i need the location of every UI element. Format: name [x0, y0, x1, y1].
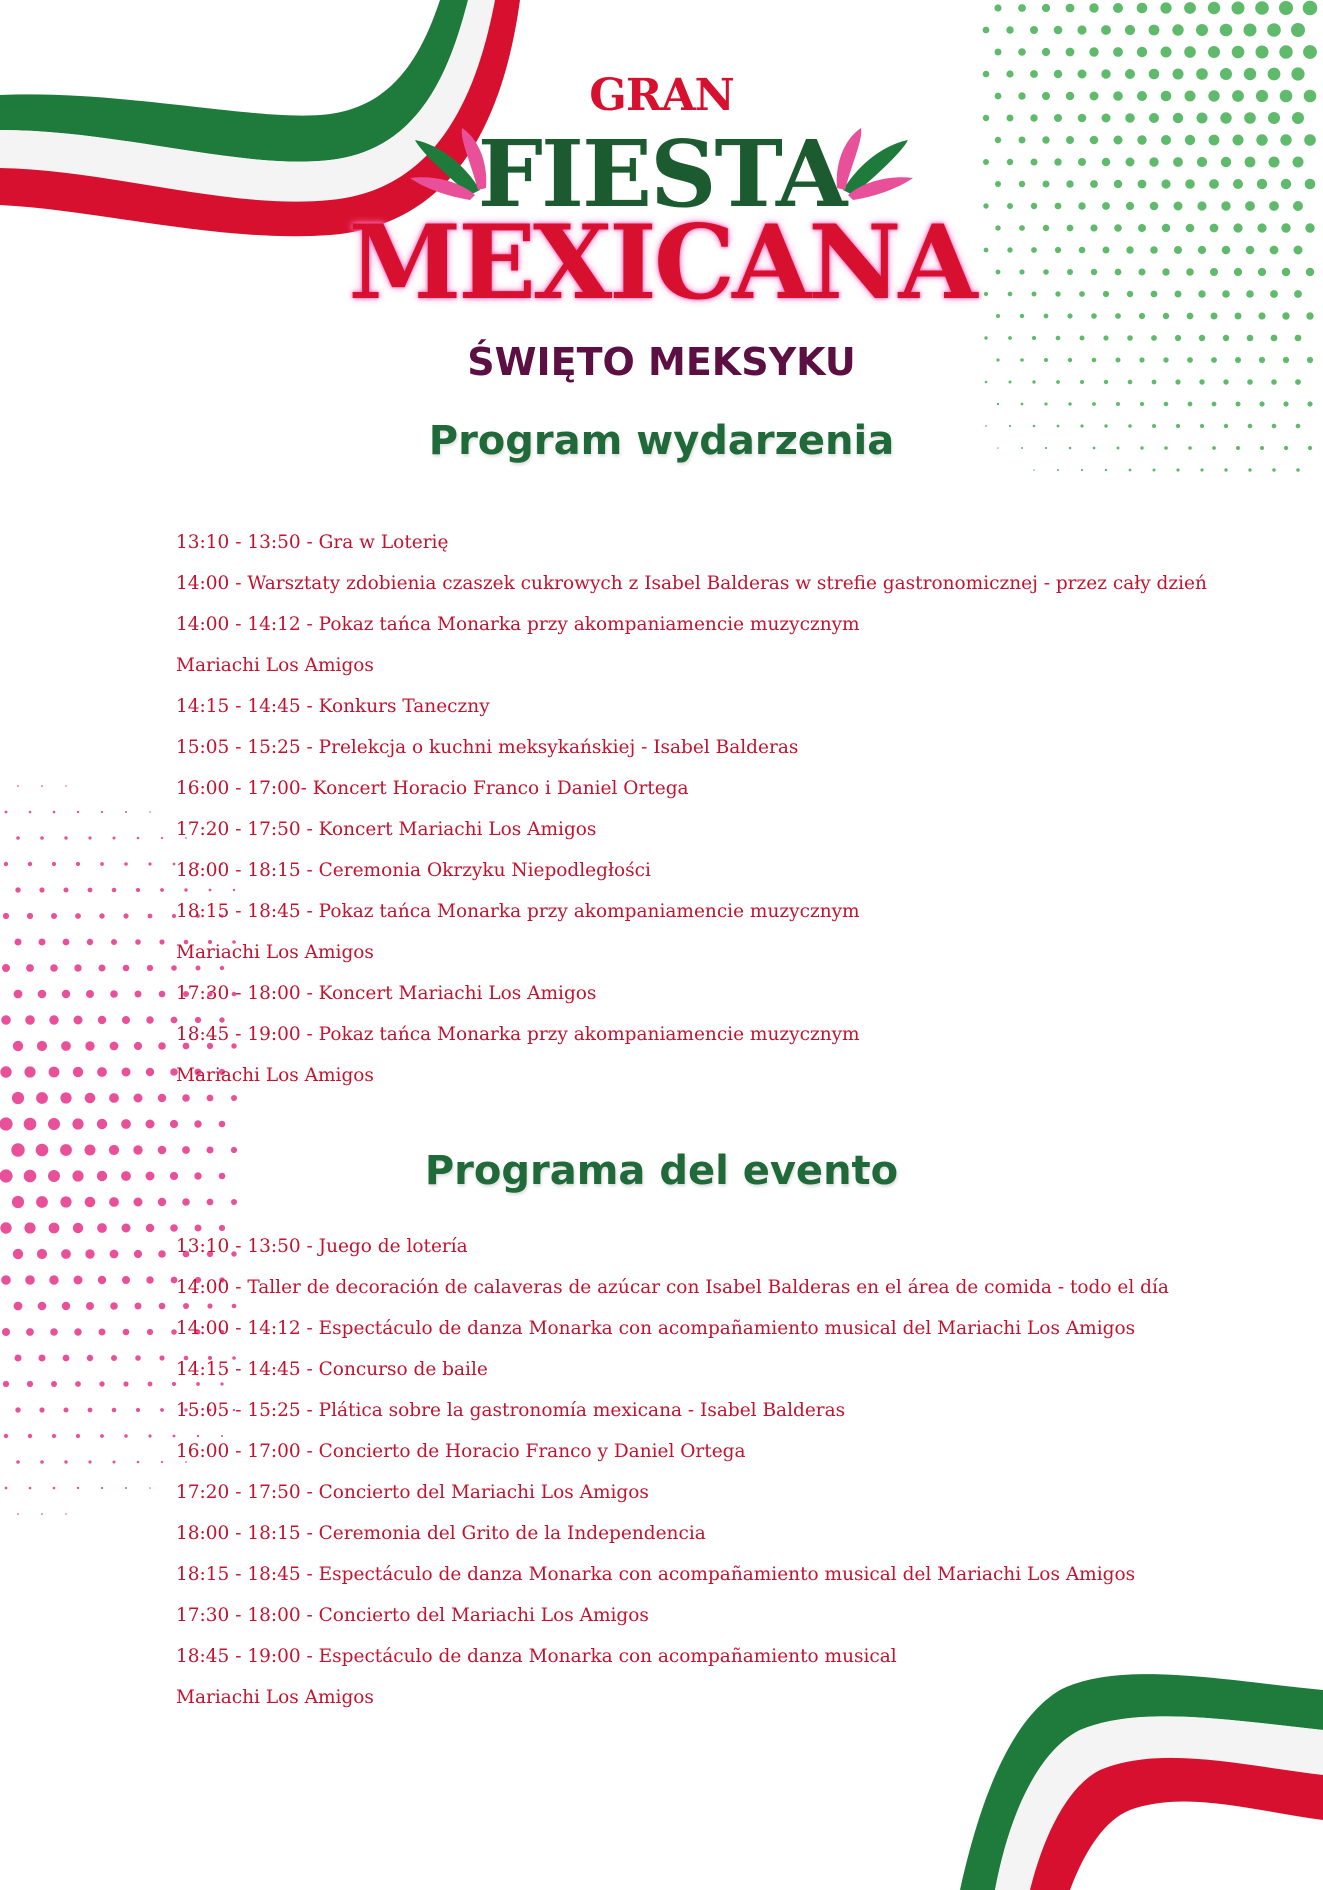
schedule-item: 17:30 - 18:00 - Koncert Mariachi Los Amigos: [176, 983, 597, 1004]
program-heading-pl: Program wydarzenia: [428, 418, 895, 464]
title-gran: GRAN: [589, 70, 734, 121]
schedule-list-pl: [176, 522, 1207, 1096]
schedule-item: 18:00 - 18:15 - Ceremonia del Grito de la Independencia: [176, 1523, 706, 1544]
schedule-item: 18:45 - 19:00 - Pokaz tańca Monarka przy akompaniamencie muzycznym: [176, 1024, 860, 1045]
schedule-item: 13:10 - 13:50 - Juego de lotería: [176, 1236, 468, 1257]
schedule-item: 18:00 - 18:15 - Ceremonia Okrzyku Niepodległości: [176, 860, 651, 881]
event-subtitle: ŚWIĘTO MEKSYKU: [467, 340, 856, 384]
schedule-item: Mariachi Los Amigos: [176, 1065, 374, 1086]
schedule-item: 17:30 - 18:00 - Concierto del Mariachi Los Amigos: [176, 1605, 649, 1626]
schedule-item: Mariachi Los Amigos: [176, 942, 374, 963]
schedule-item: Mariachi Los Amigos: [176, 1687, 374, 1708]
schedule-item: 17:20 - 17:50 - Concierto del Mariachi Los Amigos: [176, 1482, 649, 1503]
schedule-list-es: [176, 1226, 1169, 1718]
schedule-item: 18:15 - 18:45 - Pokaz tańca Monarka przy akompaniamencie muzycznym: [176, 901, 860, 922]
title-mexicana: MEXICANA: [348, 203, 975, 323]
schedule-item: 18:45 - 19:00 - Espectáculo de danza Monarka con acompañamiento musical: [176, 1646, 897, 1667]
schedule-item: 16:00 - 17:00- Koncert Horacio Franco i Daniel Ortega: [176, 778, 689, 799]
schedule-item: 14:00 - Warsztaty zdobienia czaszek cukrowych z Isabel Balderas w strefie gastronomicznej - przez cały dzień: [176, 573, 1207, 594]
schedule-item: Mariachi Los Amigos: [176, 655, 374, 676]
program-heading-es: Programa del evento: [424, 1148, 899, 1194]
schedule-item: 16:00 - 17:00 - Concierto de Horacio Franco y Daniel Ortega: [176, 1441, 746, 1462]
schedule-item: 17:20 - 17:50 - Koncert Mariachi Los Amigos: [176, 819, 597, 840]
schedule-item: 14:00 - 14:12 - Pokaz tańca Monarka przy akompaniamencie muzycznym: [176, 614, 860, 635]
schedule-item: 15:05 - 15:25 - Prelekcja o kuchni meksykańskiej - Isabel Balderas: [176, 737, 799, 758]
schedule-item: 14:00 - 14:12 - Espectáculo de danza Monarka con acompañamiento musical del Mariachi Los Amigos: [176, 1318, 1136, 1339]
schedule-item: 14:15 - 14:45 - Konkurs Taneczny: [176, 696, 490, 717]
title-fiesta: FIESTA: [477, 120, 846, 228]
schedule-item: 18:15 - 18:45 - Espectáculo de danza Monarka con acompañamiento musical del Mariachi Los Amigos: [176, 1564, 1136, 1585]
schedule-item: 15:05 - 15:25 - Plática sobre la gastronomía mexicana - Isabel Balderas: [176, 1400, 846, 1421]
schedule-item: 13:10 - 13:50 - Gra w Loterię: [176, 532, 449, 553]
schedule-item: 14:15 - 14:45 - Concurso de baile: [176, 1359, 488, 1380]
schedule-item: 14:00 - Taller de decoración de calaveras de azúcar con Isabel Balderas en el área de comida - todo el día: [176, 1277, 1169, 1298]
